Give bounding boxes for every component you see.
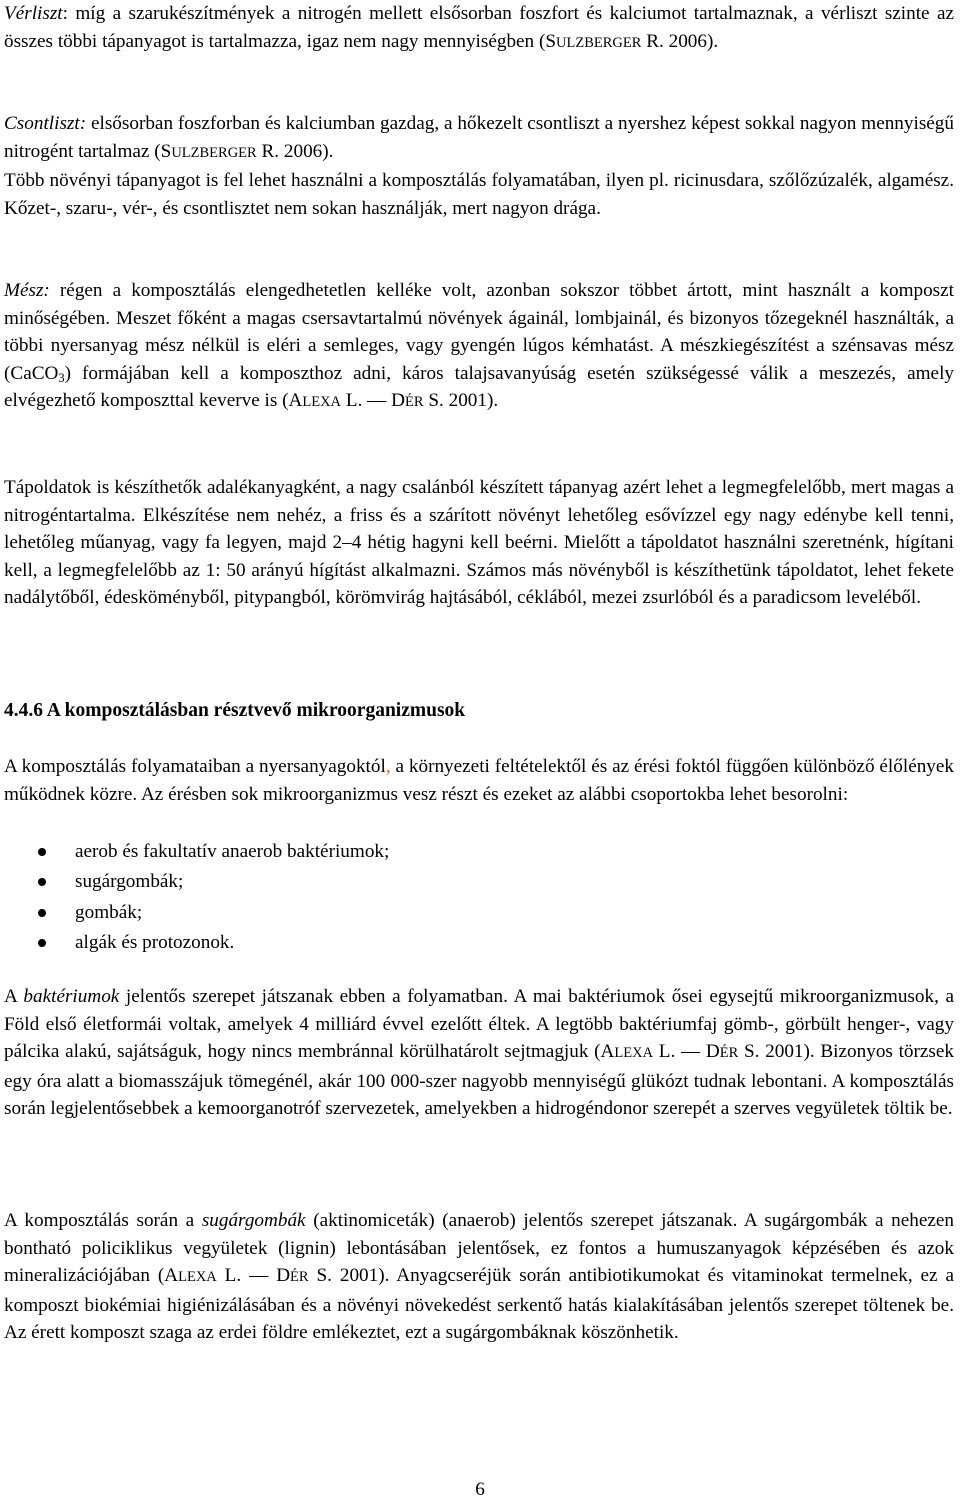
section-heading: 4.4.6 A komposztálásban résztvevő mikroorganizmusok (4, 700, 466, 721)
list-item-text: sugárgombák; (75, 871, 184, 893)
citation-initial: A (164, 1265, 179, 1287)
paragraph-text: S. 2001). Anyagcseréjük során antibiotikumokat és vitaminokat termelnek, ez a komposzt biokémiai higiénizálásában és a növényi növekedést serkentő hatás kialakításában jelentős szerepet töltenek be. Az érett komposzt szaga az erdei földre emlékeztet, ezt a sugárgombáknak köszönhetik. (4, 1265, 954, 1344)
list-item (0, 868, 389, 898)
citation-initial: S (545, 30, 557, 52)
citation-smallcaps: LEXA (302, 394, 342, 411)
bullet-list (0, 838, 389, 959)
citation-smallcaps: ÉR (719, 1045, 739, 1062)
bullet-icon (38, 878, 46, 886)
citation-initial: A (600, 1041, 615, 1063)
paragraph-csontliszt (4, 110, 954, 222)
citation-smallcaps: ULZBERGER (556, 34, 642, 51)
paragraph-text: elsősorban foszforban és kalciumban gazdag, a hőkezelt csontliszt a nyershez képest sokkal nagyon mennyiségű nitrogént tartalmaz ( (4, 113, 954, 162)
paragraph-text: jelentős szerepet játszanak ebben a folyamatban. A mai baktériumok ősei egysejtű mikroorganizmusok, a Föld első életformái voltak, amelyek 4 milliárd évvel ezelőtt éltek. A legtöbb baktériumfaj gömb-, görbült henger-, vagy pálcika alakú, sajátságuk, hogy nincs membránnal körülhatárolt sejtmagjuk ( (4, 986, 954, 1063)
bullet-icon (38, 848, 46, 856)
paragraph-mikroorganizmusok (4, 753, 954, 808)
list-item (0, 838, 389, 868)
paragraph-text: Több növényi tápanyagot is fel lehet használni a komposztálás folyamatában, ilyen pl. ricinusdara, szőlőzúzalék, algamész. Kőzet-, szaru-, vér-, és csontlisztet nem sokan használják, mert nagyon drága. (4, 170, 954, 219)
citation-smallcaps: ÉR (290, 1269, 309, 1286)
citation-text: S. 2001). (423, 390, 499, 412)
citation-smallcaps: LEXA (178, 1269, 217, 1286)
paragraph-text: (aktinomiceták) (anaerob) jelentős szerepet játszanak. A sugárgombák a nehezen bontható policiklikus vegyületek (lignin) lebontásában jelentősek, ez fontos a humuszanyagok képzésében és azok mineralizációjában ( (4, 1210, 954, 1287)
citation-smallcaps: ÉR (405, 394, 424, 411)
paragraph-text: régen a komposztálás elengedhetetlen kelléke volt, azonban sokszor többet ártott, mint használt a komposzt minőségében. Meszet főként a magas csersavtartalmú növények ágainál, lombjainál, és bizonyos tőzegeknél használták, a többi nyersanyag mész nélkül is eléri a semleges, vagy gyengén lúgos kémhatást. A mészkiegészítést a szénsavas mész (CaCO (4, 280, 954, 384)
citation-initial: D (391, 390, 406, 412)
paragraph-bakteriumok (4, 983, 954, 1123)
list-item (0, 929, 389, 959)
list-item-text: gombák; (75, 901, 143, 923)
citation-text: L. — (653, 1041, 706, 1063)
subscript: 3 (58, 370, 65, 385)
paragraph-text: A komposztálás folyamataiban a nyersanyagoktól (4, 756, 386, 777)
paragraph-text: a környezeti feltételektől és az érési foktól függően különböző élőlények működnek közre. Az érésben sok mikroorganizmus vesz részt és ezeket az alábbi csoportokba lehet besorolni: (4, 756, 955, 805)
paragraph-text: ) formájában kell a komposzthoz adni, káros talajsavanyúság esetén szükségessé válik a meszezés, amely elvégezhető komposzttal keverve is ( (4, 362, 954, 412)
paragraph-text: R. 2006). (641, 30, 719, 52)
bullet-icon (38, 939, 46, 947)
list-item-text: algák és protozonok. (75, 931, 235, 953)
bullet-icon (38, 909, 46, 917)
paragraph-text: A (4, 986, 24, 1007)
highlighted-comma: , (385, 756, 391, 777)
citation-initial: S (160, 140, 172, 162)
paragraph-text: R. 2006). (256, 140, 334, 162)
paragraph-text: S. 2001). Bizonyos törzsek egy óra alatt a biomasszájuk tömegénél, akár 100 000-szer nagyobb mennyiségű glükózt tudnak lebontani. A komposztálás során legjelentősebbek a kemoorganotróf szervezetek, amelyekben a hidrogéndonor szerepét a szerves vegyületek töltik be. (4, 1041, 954, 1120)
citation-smallcaps: ULZBERGER (171, 144, 257, 161)
citation-text: L. — (216, 1265, 277, 1287)
citation-smallcaps: LEXA (614, 1045, 654, 1062)
term-csontliszt: Csontliszt: (4, 113, 87, 134)
term-sugargombak: sugárgombák (201, 1210, 306, 1231)
term-verliszt: Vérliszt (4, 3, 63, 24)
term-bakteriumok: baktériumok (23, 986, 120, 1007)
citation-initial: A (288, 390, 303, 412)
citation-initial: D (276, 1265, 291, 1287)
paragraph-text: A komposztálás során a (4, 1210, 202, 1231)
paragraph-mesz (4, 277, 954, 417)
term-mesz: Mész: (4, 280, 50, 301)
citation-text: L. — (341, 390, 392, 412)
paragraph-tapoldatok: Tápoldatok is készíthetők adalékanyagként, a nagy csalánból készített tápanyag azért lehet a legmegfelelőbb, mert magas a nitrogéntartalma. Elkészítése nem nehéz, a friss és a szárított növényt lehetőleg esővízzel egy nagy edénybe kell tenni, lehetőleg műanyag, vagy fa legyen, majd 2–4 hétig hagyni kell beérni. Mielőtt a tápoldatot használni szeretnénk, hígítani kell, a legmegfelelőbb az 1: 50 arányú hígítást alkalmazni. Számos más növényből is készíthetünk tápoldatot, lehet fekete nadálytőből, édesköményből, pitypangból, körömvirág hajtásából, céklából, mezei zsurlóból és a paradicsom leveléből. (4, 477, 954, 609)
paragraph-text: : míg a szarukészítmények a nitrogén mellett elsősorban foszfort és kalciumot tartalmaznak, a vérliszt szinte az összes többi tápanyagot is tartalmazza, igaz nem nagy mennyiségben ( (4, 3, 954, 52)
list-item (0, 899, 389, 929)
citation-initial: D (705, 1041, 720, 1063)
page-number: 6 (475, 1479, 485, 1500)
paragraph-verliszt (4, 0, 954, 57)
list-item-text: aerob és fakultatív anaerob baktériumok; (75, 841, 390, 862)
paragraph-sugargombak (4, 1207, 954, 1347)
